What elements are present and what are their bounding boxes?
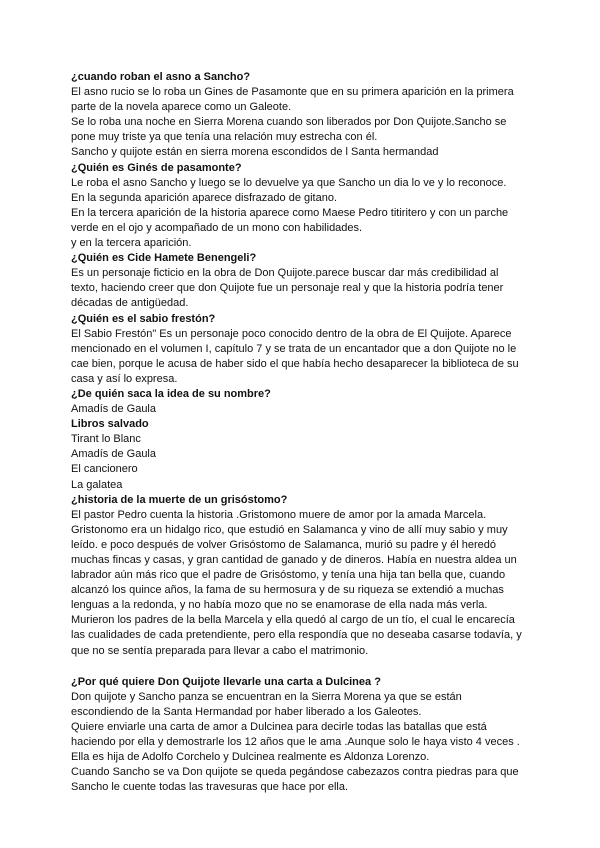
text-line: El pastor Pedro cuenta la historia .Gristomono muere de amor por la amada Marcela.: [71, 508, 487, 521]
text-line: Ella es hija de Adolfo Corchelo y Dulcinea realmente es Aldonza Lorenzo.: [71, 751, 430, 764]
text-line: labrador aún más rico que el padre de Grisóstomo, y tenía una hija tan bella que, cuando: [71, 569, 506, 582]
question-heading: ¿Quién es Ginés de pasamonte?: [71, 161, 242, 174]
text-line: El cancionero: [71, 463, 138, 476]
question-heading: Libros salvado: [71, 418, 149, 431]
text-line: En la tercera aparición de la historia aparece como Maese Pedro titiritero y con un parche: [71, 206, 509, 219]
paragraph-gap: [71, 659, 541, 675]
text-line: lenguas a la redonda, y no había mozo que no se enamorase de ella nada más verla.: [71, 599, 488, 612]
text-line: Quiere enviarle una carta de amor a Dulcinea para decirle todas las batallas que está: [71, 720, 487, 733]
text-line: casa y así lo expresa.: [71, 372, 178, 385]
document-body: [71, 70, 541, 795]
text-line: parte de la novela aparece como un Galeote.: [71, 101, 292, 114]
text-line: décadas de antigüedad.: [71, 297, 189, 310]
question-heading: ¿De quién saca la idea de su nombre?: [71, 387, 271, 400]
text-line: las cualidades de cada pretendiente, pero ella respondía que no deseaba casarse todavía, y: [71, 629, 522, 642]
text-line: leído. e poco después de volver Grisóstomo de Salamanca, murió su padre y él heredó: [71, 538, 496, 551]
text-line: muchas fincas y casas, y gran cantidad de ganado y de dineros. Había en nuestra aldea un: [71, 554, 517, 566]
text-line: En la segunda aparición aparece disfrazado de gitano.: [71, 191, 338, 204]
text-line: Sancho y quijote están en sierra morena escondidos de l Santa hermandad: [71, 146, 439, 159]
text-line: cae bien, porque le acusa de haber sido el que había hecho desaparecer la biblioteca de su: [71, 357, 519, 370]
text-line: Amadís de Gaula: [71, 403, 156, 416]
text-line: La galatea: [71, 478, 123, 491]
text-line: escondiendo de la Santa Hermandad por haber liberado a los Galeotes.: [71, 705, 422, 718]
question-heading: ¿historia de la muerte de un grisóstomo?: [71, 493, 288, 506]
text-line: Sancho le cuente todas las travesuras que hace por ella.: [71, 781, 349, 794]
text-line: Amadís de Gaula: [71, 448, 156, 461]
text-line: verde en el ojo y acompañado de un mono con habilidades.: [71, 221, 363, 234]
text-line: Es un personaje ficticio en la obra de Don Quijote.parece buscar dar más credibilidad al: [71, 267, 499, 280]
text-line: Don quijote y Sancho panza se encuentran en la Sierra Morena ya que se están: [71, 690, 462, 703]
text-line: mencionado en el volumen I, capítulo 7 y se trata de un encantador que a don Quijote no le: [71, 342, 517, 355]
text-line: Gristonomo era un hidalgo rico, que estudió en Salamanca y vino de allí muy sabio y muy: [71, 523, 508, 536]
question-heading: ¿Por qué quiere Don Quijote llevarle una carta a Dulcinea ?: [71, 675, 381, 688]
text-line: pone muy triste ya que tenía una relación muy estrecha con él.: [71, 131, 378, 144]
text-line: Cuando Sancho se va Don quijote se queda pegándose cabezazos contra piedras para que: [71, 766, 519, 779]
text-line: haciendo por ella y demostrarle los 12 años que le ama .Aunque solo le haya visto 4 veces .: [71, 736, 520, 749]
text-line: Se lo roba una noche en Sierra Morena cuando son liberados por Don Quijote.Sancho se: [71, 116, 507, 129]
text-line: Murieron los padres de la bella Marcela y ella quedó al cargo de un tío, el cual le encarecía: [71, 614, 515, 627]
text-line: El Sabio Frestón" Es un personaje poco conocido dentro de la obra de El Quijote. Aparece: [71, 327, 512, 340]
text-line: El asno rucio se lo roba un Gines de Pasamonte que en su primera aparición en la primera: [71, 86, 514, 99]
text-line: alcanzó los quince años, la fama de su hermosura y de su riqueza se extendió a muchas: [71, 584, 504, 597]
text-line: texto, haciendo creer que don Quijote fue un personaje real y que la historia podría tener: [71, 282, 504, 295]
text-line: que no se sentía preparada para llevar a cabo el matrimonio.: [71, 644, 369, 657]
question-heading: ¿Quién es Cide Hamete Benengeli?: [71, 252, 257, 265]
text-line: y en la tercera aparición.: [71, 237, 192, 250]
text-line: Le roba el asno Sancho y luego se lo devuelve ya que Sancho un dia lo ve y lo reconoce.: [71, 176, 507, 189]
question-heading: ¿cuando roban el asno a Sancho?: [71, 71, 251, 83]
text-line: Tirant lo Blanc: [71, 433, 141, 446]
question-heading: ¿Quién es el sabio frestón?: [71, 312, 216, 325]
